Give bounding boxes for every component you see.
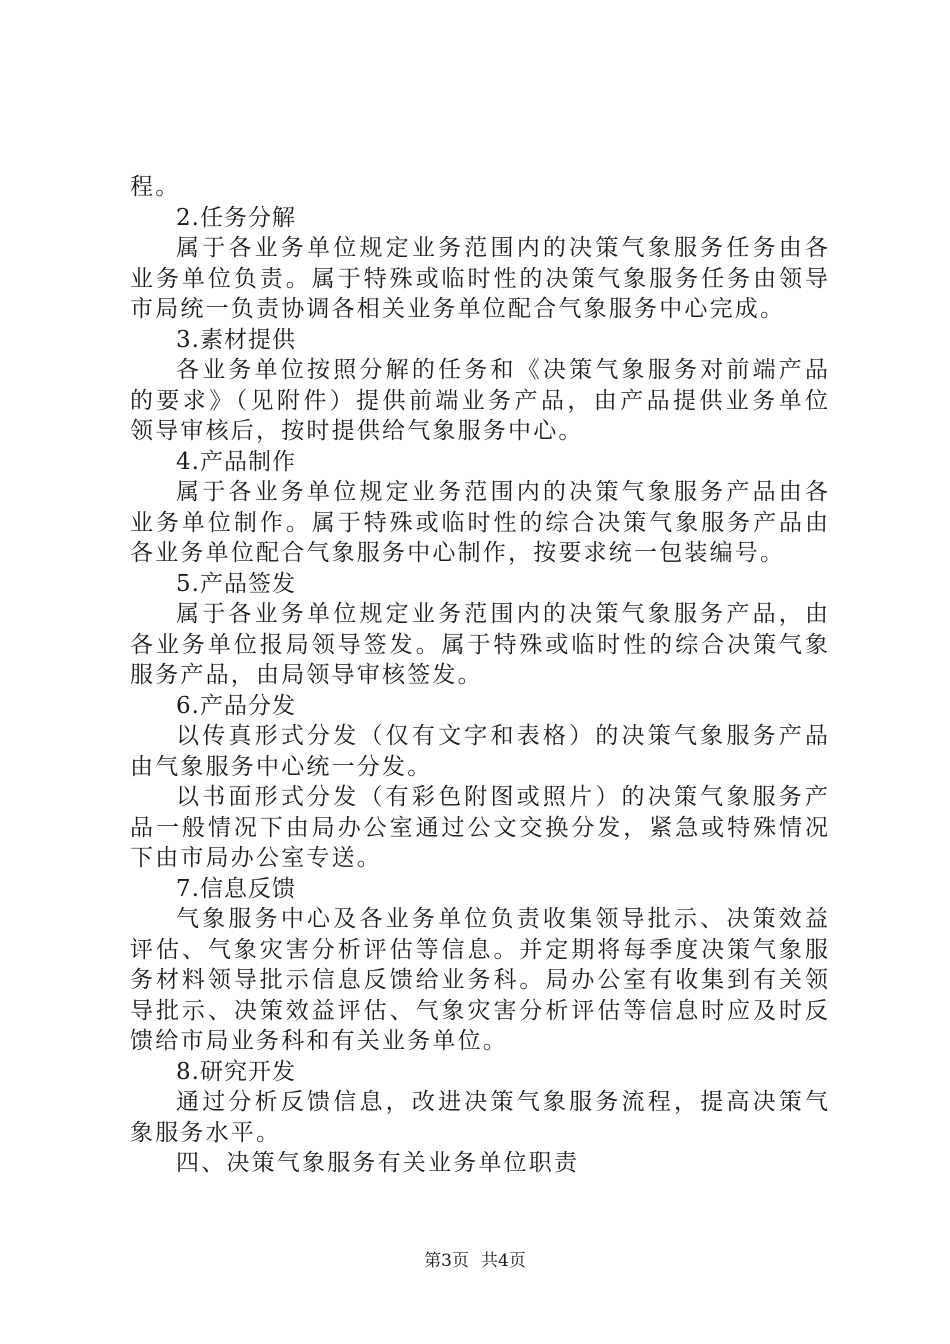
paragraph-line: 各业务单位按照分解的任务和《决策气象服务对前端产品 <box>176 357 828 383</box>
paragraph-line: 市局统一负责协调各相关业务单位配合气象服务中心完成。 <box>130 296 786 322</box>
paragraph-line: 领导审核后，按时提供给气象服务中心。 <box>130 418 584 444</box>
section-heading: 2.任务分解 <box>176 204 296 231</box>
section-heading: 8.研究开发 <box>176 1058 296 1085</box>
section-heading: 3.素材提供 <box>176 326 296 353</box>
page-number: 第3页 <box>424 1251 469 1271</box>
paragraph-line: 以传真形式分发（仅有文字和表格）的决策气象服务产品 <box>176 723 828 749</box>
paragraph-line: 属于各业务单位规定业务范围内的决策气象服务任务由各 <box>176 235 828 261</box>
chapter-heading: 四、决策气象服务有关业务单位职责 <box>176 1150 580 1176</box>
paragraph-line: 馈给市局业务科和有关业务单位。 <box>130 1028 508 1054</box>
section-heading: 5.产品签发 <box>176 570 296 597</box>
paragraph-line: 气象服务中心及各业务单位负责收集领导批示、决策效益 <box>176 906 828 932</box>
paragraph-line: 各业务单位报局领导签发。属于特殊或临时性的综合决策气象 <box>130 631 828 658</box>
document-body <box>130 172 828 1179</box>
section-heading: 6.产品分发 <box>176 692 296 719</box>
paragraph-line: 务材料领导批示信息反馈给业务科。局办公室有收集到有关领 <box>130 967 828 993</box>
page-total: 共4页 <box>481 1251 526 1271</box>
paragraph-line: 象服务水平。 <box>130 1119 282 1146</box>
paragraph-line: 各业务单位配合气象服务中心制作，按要求统一包装编号。 <box>130 540 786 566</box>
paragraph-line: 以书面形式分发（有彩色附图或照片）的决策气象服务产 <box>176 784 828 810</box>
paragraph-line: 属于各业务单位规定业务范围内的决策气象服务产品由各 <box>176 479 828 505</box>
paragraph-line: 业务单位负责。属于特殊或临时性的决策气象服务任务由领导 <box>130 265 828 292</box>
paragraph-line: 服务产品，由局领导审核签发。 <box>130 662 483 688</box>
paragraph-line: 导批示、决策效益评估、气象灾害分析评估等信息时应及时反 <box>130 997 828 1024</box>
paragraph-line: 的要求》（见附件）提供前端业务产品，由产品提供业务单位 <box>130 387 828 414</box>
section-heading: 7.信息反馈 <box>176 875 296 902</box>
paragraph-line: 下由市局办公室专送。 <box>130 845 382 871</box>
paragraph-line: 评估、气象灾害分析评估等信息。并定期将每季度决策气象服 <box>130 936 828 963</box>
paragraph-line: 由气象服务中心统一分发。 <box>130 753 433 780</box>
page-footer <box>0 1246 950 1271</box>
paragraph-line: 程。 <box>130 174 181 200</box>
paragraph-line: 业务单位制作。属于特殊或临时性的综合决策气象服务产品由 <box>130 509 828 536</box>
paragraph-line: 通过分析反馈信息，改进决策气象服务流程，提高决策气 <box>176 1089 828 1115</box>
paragraph-line: 品一般情况下由局办公室通过公文交换分发，紧急或特殊情况 <box>130 814 828 841</box>
paragraph-line: 属于各业务单位规定业务范围内的决策气象服务产品，由 <box>176 601 828 627</box>
section-heading: 4.产品制作 <box>176 448 296 475</box>
